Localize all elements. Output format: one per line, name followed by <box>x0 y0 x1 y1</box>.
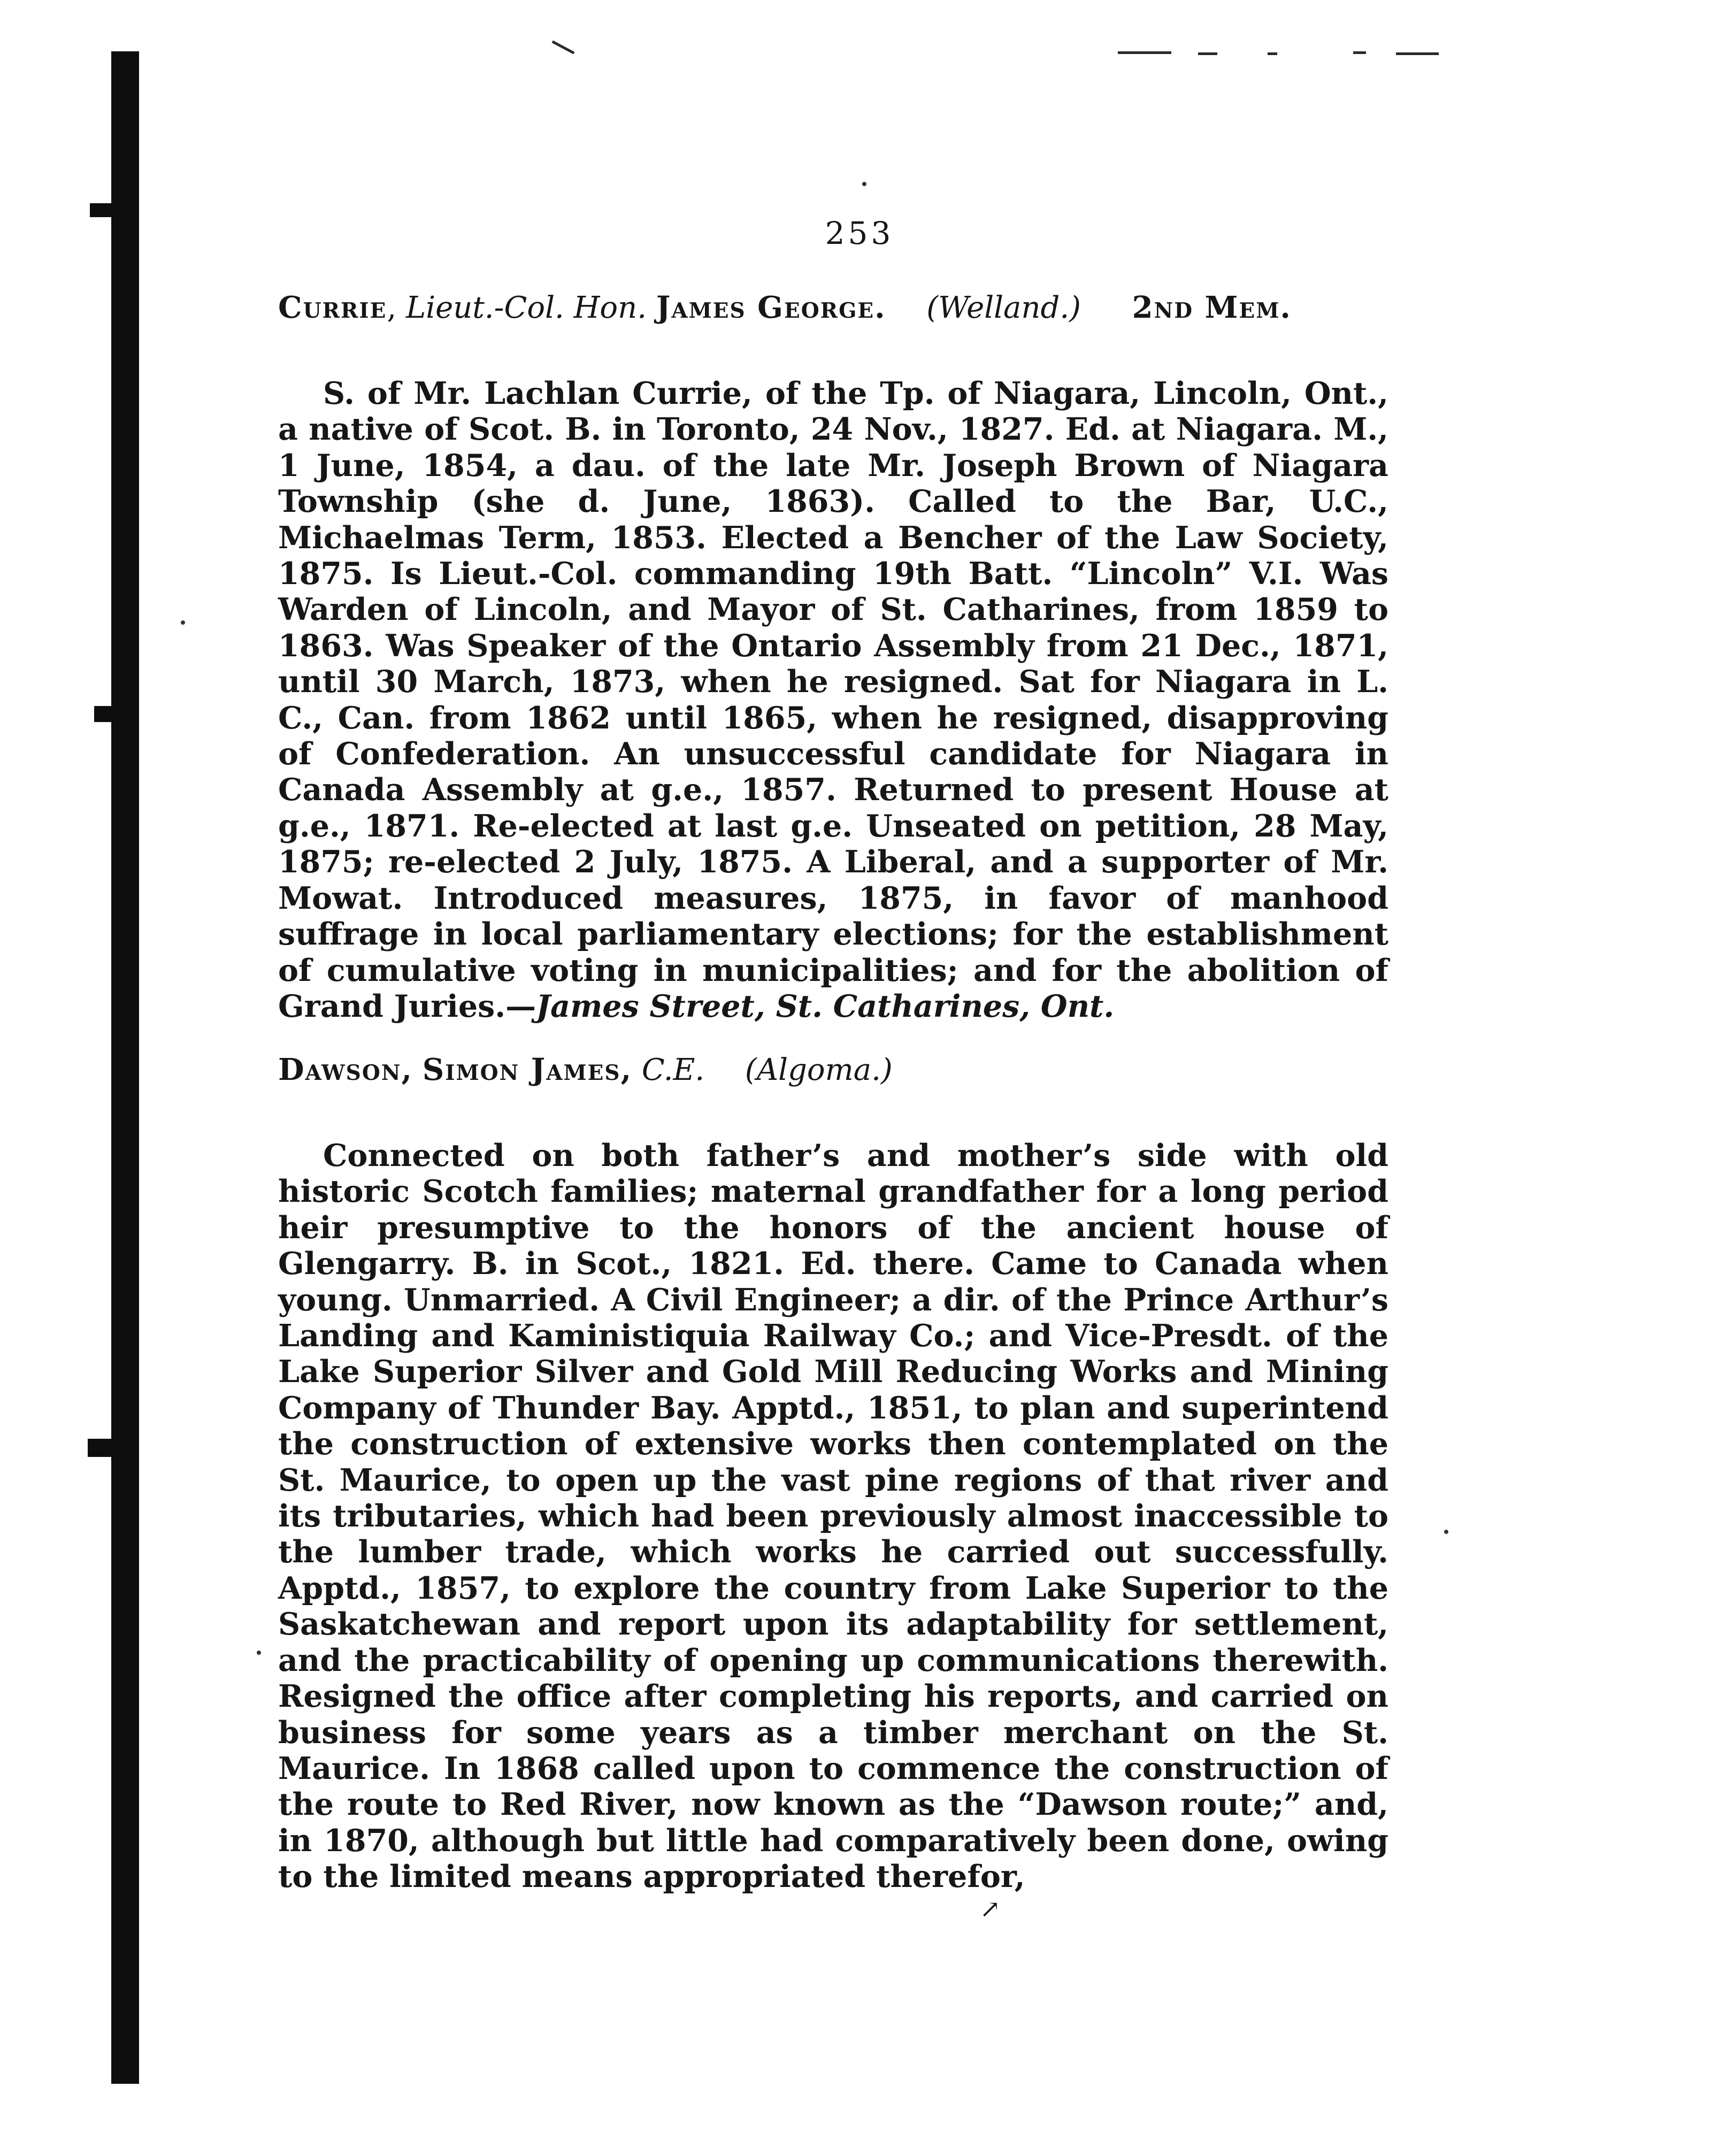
scan-mark <box>1268 52 1277 55</box>
scan-speck <box>1444 1530 1448 1534</box>
entry-given-names: James George. <box>656 290 886 325</box>
scan-mark <box>1396 52 1439 55</box>
page-number: 253 <box>825 215 894 251</box>
binding-notch <box>94 706 117 722</box>
entry-currie <box>278 286 1388 1024</box>
scan-speck <box>257 1651 261 1655</box>
entry-given-names: Simon James, <box>422 1052 633 1087</box>
entry-honorific: Lieut.-Col. Hon. <box>405 290 647 325</box>
entry-credential: C.E. <box>641 1053 705 1087</box>
scan-mark: ↗ <box>980 1894 1001 1923</box>
binding-notch <box>88 1439 125 1457</box>
biography-text: S. of Mr. Lachlan Currie, of the Tp. of Niagara, Lincoln, Ont., a native of Scot. B. in Toronto, 24 Nov., 1827. Ed. at Niagara. M., 1 June, 1854, a dau. of the late Mr. Joseph Brown of Niagara Township (she d. June, 1863). Called to the Bar, U.C., Michaelmas Term, 1853. Elected a Bencher of the Law Society, 1875. Is Lieut.-Col. commanding 19th Batt. “Lincoln” V.I. Was Warden of Lincoln, and Mayor of St. Catharines, from 1859 to 1863. Was Speaker of the Ontario Assembly from 21 Dec., 1871, until 30 March, 1873, when he resigned. Sat for Niagara in L. C., Can. from 1862 until 1865, when he resigned, disapproving of Confederation. An unsuccessful candidate for Niagara in Canada Assembly at g.e., 1857. Returned to present House at g.e., 1871. Re-elected at last g.e. Unseated on petition, 28 May, 1875; re-elected 2 July, 1875. A Liberal, and a supporter of Mr. Mowat. Introduced measures, 1875, in favor of manhood suffrage in local parliamentary elections; for the establishment of cumulative voting in municipalities; and for the abolition of Grand Juries.— <box>278 375 1388 1024</box>
scan-mark <box>1198 52 1217 55</box>
scan-mark <box>552 40 575 54</box>
scan-mark <box>1118 51 1171 54</box>
entry-constituency: (Welland.) <box>926 290 1081 325</box>
scan-speck <box>862 182 866 186</box>
entry-constituency: (Algoma.) <box>745 1053 893 1087</box>
entry-surname: Currie <box>278 290 387 325</box>
scan-speck <box>181 620 185 625</box>
entry-address: James Street, St. Catharines, Ont. <box>536 988 1115 1024</box>
binding-edge <box>111 51 139 2084</box>
entry-biography <box>278 375 1388 1024</box>
scan-mark <box>1353 51 1366 54</box>
biography-text: Connected on both father’s and mother’s side with old historic Scotch families; maternal grandfather for a long period heir presumptive to the honors of the ancient house of Glengarry. B. in Scot., 1821. Ed. there. Came to Canada when young. Unmarried. A Civil Engineer; a dir. of the Prince Arthur’s Landing and Kaministiquia Railway Co.; and Vice-Presdt. of the Lake Superior Silver and Gold Mill Reducing Works and Mining Company of Thunder Bay. Apptd., 1851, to plan and superintend the construction of extensive works then contemplated on the St. Maurice, to open up the vast pine regions of that river and its tributaries, which had been previously almost inaccessible to the lumber trade, which works he carried out successfully. Apptd., 1857, to explore the country from Lake Superior to the Saskatchewan and report upon its adaptability for settlement, and the practicability of opening up communications therewith. Resigned the office after completing his reports, and carried on business for some years as a timber merchant on the St. Maurice. In 1868 called upon to commence the construction of the route to Red River, now known as the “Dawson route;” and, in 1870, although but little had comparatively been done, owing to the limited means appropriated therefor, <box>278 1138 1388 1895</box>
entry-heading <box>278 1048 1388 1092</box>
entry-heading: Currie, Lieut.-Col. Hon. James George. (Welland.) 2nd Mem. <box>278 290 1292 325</box>
entry-surname: Dawson, <box>278 1052 413 1087</box>
entry-dawson <box>278 1048 1388 1895</box>
entry-member-note: 2nd Mem. <box>1132 290 1292 325</box>
entry-biography <box>278 1138 1388 1895</box>
